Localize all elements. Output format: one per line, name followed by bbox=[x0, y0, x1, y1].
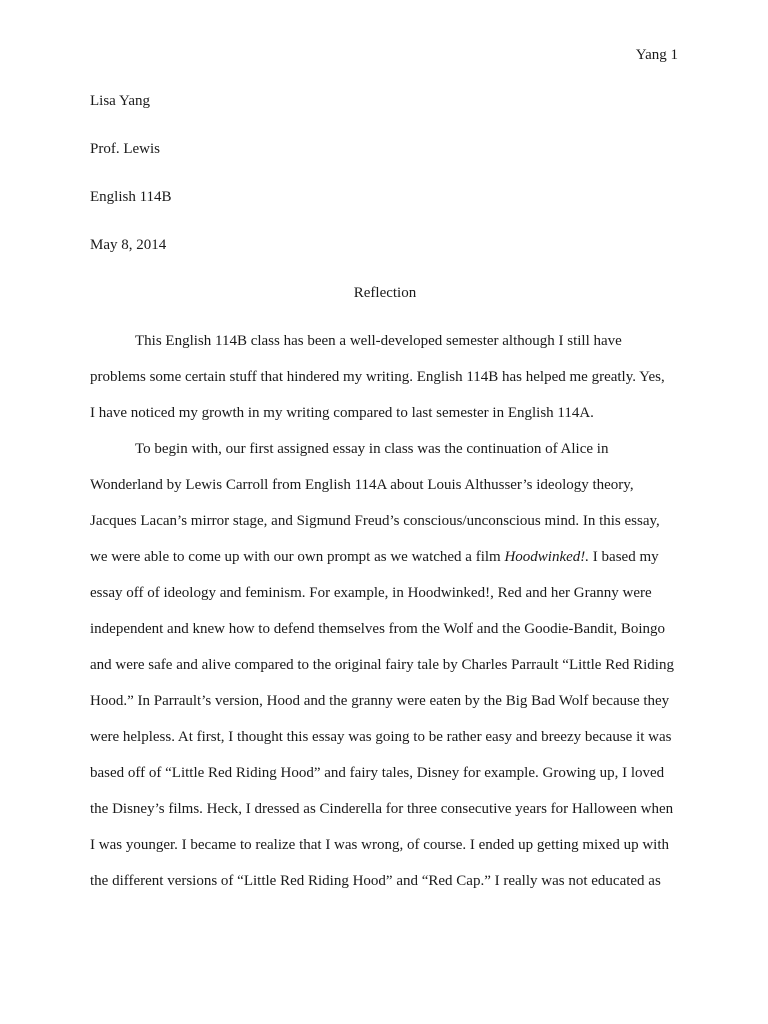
paragraph-line: based off of “Little Red Riding Hood” and fairy tales, Disney for example. Growing up, I loved bbox=[90, 765, 665, 781]
paragraph-1 bbox=[90, 332, 680, 422]
paragraph-line: I have noticed my growth in my writing compared to last semester in English 114A. bbox=[90, 405, 594, 421]
paragraph-line: independent and knew how to defend themselves from the Wolf and the Goodie-Bandit, Boingo bbox=[90, 621, 666, 637]
paragraph-line: and were safe and alive compared to the original fairy tale by Charles Parrault “Little Red Riding bbox=[90, 657, 674, 673]
paragraph-line: To begin with, our first assigned essay in class was the continuation of Alice in bbox=[135, 441, 609, 457]
paragraph-line: Wonderland by Lewis Carroll from English 114A about Louis Althusser’s ideology theory, bbox=[90, 477, 634, 493]
document-body bbox=[90, 92, 680, 908]
running-head: Yang 1 bbox=[635, 47, 678, 63]
paragraph-line: I was younger. I became to realize that I was wrong, of course. I ended up getting mixed up with bbox=[90, 837, 669, 853]
paragraph-line-with-film bbox=[90, 548, 680, 566]
professor-name: Prof. Lewis bbox=[90, 141, 160, 157]
essay-date: May 8, 2014 bbox=[90, 237, 167, 253]
course-name: English 114B bbox=[90, 189, 172, 205]
paragraph-line: were helpless. At first, I thought this essay was going to be rather easy and breezy because it was bbox=[90, 729, 672, 745]
paragraph-line-tail: I based my bbox=[589, 549, 659, 565]
paragraph-line: problems some certain stuff that hindered my writing. English 114B has helped me greatly. Yes, bbox=[90, 369, 665, 385]
film-title: Hoodwinked!. bbox=[504, 549, 590, 565]
paragraph-line: the Disney’s films. Heck, I dressed as Cinderella for three consecutive years for Halloween when bbox=[90, 801, 674, 817]
paragraph-line: This English 114B class has been a well-developed semester although I still have bbox=[135, 333, 622, 349]
paragraph-line: essay off of ideology and feminism. For example, in Hoodwinked!, Red and her Granny were bbox=[90, 585, 652, 601]
paragraph-line: Hood.” In Parrault’s version, Hood and the granny were eaten by the Big Bad Wolf because they bbox=[90, 693, 670, 709]
paragraph-line: the different versions of “Little Red Riding Hood” and “Red Cap.” I really was not educated as bbox=[90, 873, 661, 889]
paragraph-line: Jacques Lacan’s mirror stage, and Sigmund Freud’s conscious/unconscious mind. In this essay, bbox=[90, 513, 660, 529]
paragraph-line-text: we were able to come up with our own prompt as we watched a film bbox=[90, 549, 501, 565]
student-name: Lisa Yang bbox=[90, 93, 151, 109]
paragraph-2 bbox=[90, 440, 680, 890]
essay-title: Reflection bbox=[353, 285, 417, 301]
